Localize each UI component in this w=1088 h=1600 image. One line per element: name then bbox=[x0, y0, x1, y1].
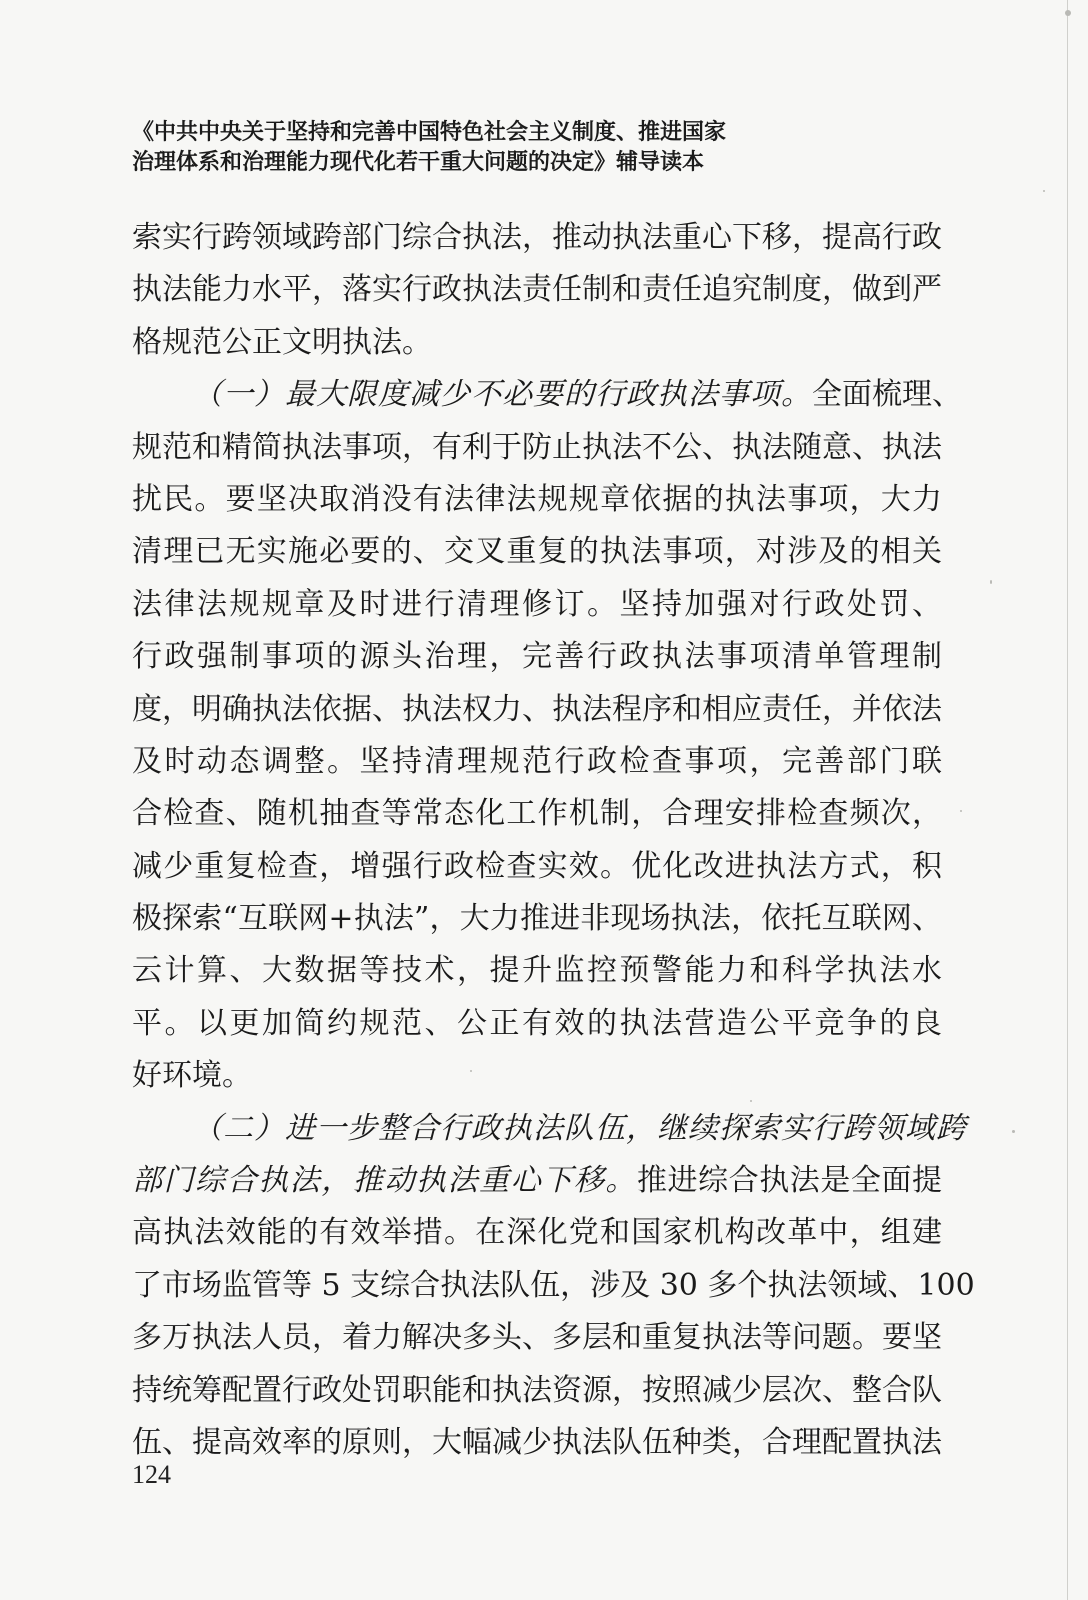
section-heading-line: （一）最大限度减少不必要的行政执法事项。全面梳理、 bbox=[192, 377, 962, 413]
text-line: 度，明确执法依据、执法权力、执法程序和相应责任，并依法 bbox=[132, 691, 942, 727]
section-heading-line bbox=[132, 1103, 967, 1155]
section-heading: （二）进一步整合行政执法队伍，继续探索实行跨领域跨 bbox=[192, 1110, 967, 1146]
text-line: 合检查、随机抽查等常态化工作机制，合理安排检查频次， bbox=[132, 796, 942, 832]
scan-speck bbox=[960, 810, 962, 812]
text-line: 行政强制事项的源头治理，完善行政执法事项清单管理制 bbox=[132, 639, 942, 675]
text-line: 云计算、大数据等技术，提升监控预警能力和科学执法水 bbox=[132, 953, 942, 989]
scan-edge-line bbox=[1067, 0, 1068, 1600]
text-line: 法律法规规章及时进行清理修订。坚持加强对行政处罚、 bbox=[132, 586, 942, 622]
section-heading-line: 部门综合执法，推动执法重心下移。推进综合执法是全面提 bbox=[132, 1163, 943, 1199]
text-line: 规范和精简执法事项，有利于防止执法不公、执法随意、执法 bbox=[132, 429, 942, 465]
text-line: 平。以更加简约规范、公正有效的执法营造公平竞争的良 bbox=[132, 1005, 942, 1041]
text-line: 减少重复检查，增强行政检查实效。优化改进执法方式，积 bbox=[132, 848, 942, 884]
running-head-line-1: 《中共中央关于坚持和完善中国特色社会主义制度、推进国家 bbox=[132, 120, 727, 145]
text-line: 索实行跨领域跨部门综合执法，推动执法重心下移，提高行政 bbox=[132, 220, 942, 255]
page-number: 124 bbox=[132, 1460, 171, 1489]
text-line: 执法能力水平，落实行政执法责任制和责任追究制度，做到严 bbox=[132, 272, 942, 308]
text-line: 持统筹配置行政处罚职能和执法资源，按照减少层次、整合队 bbox=[132, 1372, 942, 1408]
text-line: 扰民。要坚决取消没有法律法规规章依据的执法事项，大力 bbox=[132, 481, 942, 517]
scan-speck bbox=[1065, 10, 1071, 16]
body-text bbox=[132, 212, 975, 1469]
section-heading: 部门综合执法，推动执法重心下移。 bbox=[132, 1163, 637, 1199]
running-head-line-2: 治理体系和治理能力现代化若干重大问题的决定》辅导读本 bbox=[132, 150, 705, 175]
text-line: 好环境。 bbox=[132, 1058, 252, 1094]
text-line: 多万执法人员，着力解决多头、多层和重复执法等问题。要坚 bbox=[132, 1320, 942, 1356]
text-line: 了市场监管等 5 支综合执法队伍，涉及 30 多个执法领域、100 bbox=[132, 1267, 975, 1303]
text-line: 格规范公正文明执法。 bbox=[132, 324, 432, 360]
section-heading: （一）最大限度减少不必要的行政执法事项。 bbox=[192, 377, 812, 413]
text-line: 清理已无实施必要的、交叉重复的执法事项，对涉及的相关 bbox=[132, 534, 942, 570]
scan-speck bbox=[1012, 1130, 1015, 1133]
text-line: 高执法效能的有效举措。在深化党和国家机构改革中，组建 bbox=[132, 1215, 942, 1251]
text-line: 极探索“互联网+执法”，大力推进非现场执法，依托互联网、 bbox=[132, 901, 942, 937]
scan-speck bbox=[990, 580, 992, 584]
text-line: 及时动态调整。坚持清理规范行政检查事项，完善部门联 bbox=[132, 743, 942, 779]
running-head bbox=[132, 118, 952, 178]
scan-speck bbox=[1043, 190, 1045, 192]
text-line: 伍、提高效率的原则，大幅减少执法队伍种类，合理配置执法 bbox=[132, 1424, 942, 1460]
